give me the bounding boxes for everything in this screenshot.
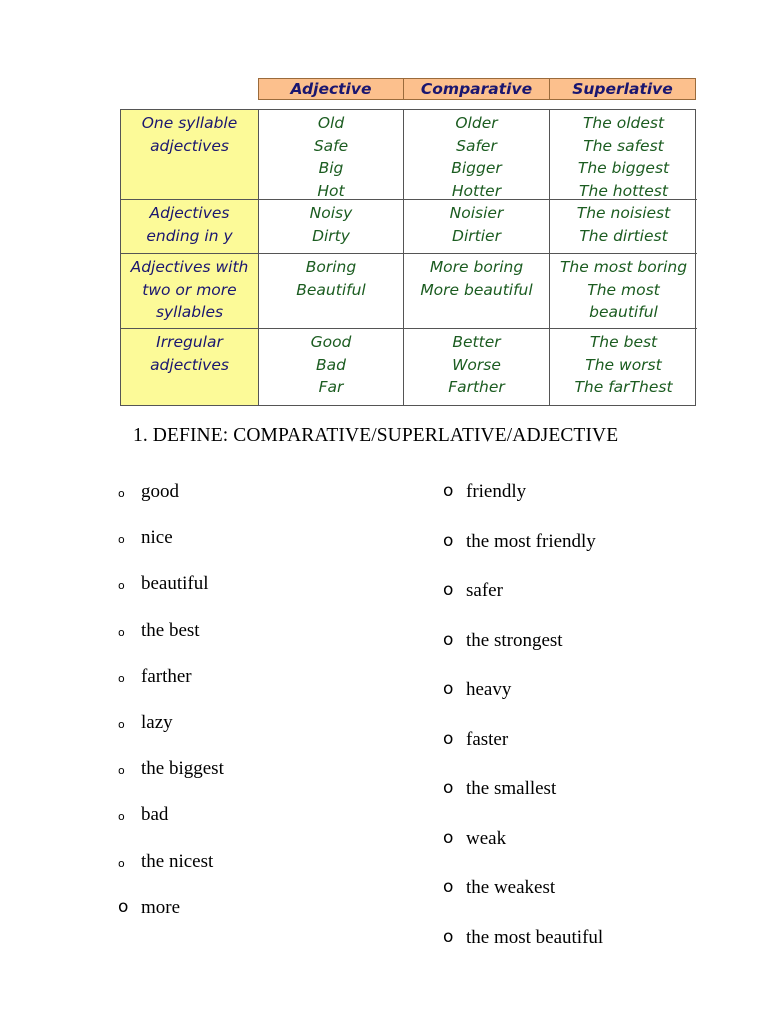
cell-line: Safe [313,136,349,155]
bullet-icon: o [443,778,454,798]
bullet-icon: o [118,625,125,639]
table-cell-category [121,200,259,254]
bullet-icon: o [443,580,454,600]
right-list-word: the strongest [466,629,563,651]
cell-line: Adjectives with [130,258,249,276]
bullet-icon: o [118,718,125,731]
bullet-icon: o [443,629,454,650]
cell-line: Adjectives [149,204,230,222]
header-comparative: Comparative [403,78,550,100]
cell-line: Big [318,159,344,177]
cell-line: Noisy [309,204,353,222]
cell-line: The safest [583,136,664,155]
cell-line: Dirtier [452,226,501,245]
left-list-word: farther [141,665,192,687]
table-grid [120,109,696,406]
table-cell-superlative [550,110,697,200]
cell-line: ending in y [146,226,233,245]
cell-line: The biggest [577,159,670,177]
right-list-word: the most friendly [466,530,596,552]
left-list-word: the nicest [141,850,214,872]
cell-line: The farThest [574,378,673,396]
bullet-icon: o [118,764,125,778]
right-list-word: heavy [466,679,512,700]
bullet-icon: o [443,481,454,501]
cell-line: adjectives [150,355,229,374]
table-cell-adjective [259,200,404,254]
left-list-word: good [141,481,179,502]
cell-line: The best [589,333,658,351]
table-cell-adjective [259,254,404,329]
cell-line: Bad [316,355,346,374]
table-cell-adjective [259,329,404,405]
table-cell-comparative [404,254,550,329]
header-superlative: Superlative [549,78,696,100]
cell-line: Noisier [449,204,504,222]
header-adjective: Adjective [258,78,404,100]
cell-line: The noisiest [576,204,671,222]
bullet-icon: o [118,810,125,824]
table-cell-category [121,110,259,200]
cell-line: Older [455,114,498,132]
bullet-icon: o [443,530,454,551]
adjective-comparison-table [120,78,696,406]
cell-line: The worst [585,355,662,374]
table-cell-adjective [259,110,404,200]
bullet-icon: o [118,671,125,685]
bullet-icon: o [443,728,454,749]
left-list-word: the biggest [141,758,224,780]
cell-line: Better [452,333,501,351]
cell-line: Old [317,114,345,132]
right-list-word: weak [466,827,507,849]
cell-line: Dirty [312,226,350,245]
table-cell-category [121,329,259,405]
cell-line: beautiful [589,303,658,321]
cell-line: Hotter [451,181,502,200]
bullet-icon: o [443,827,454,848]
cell-line: Worse [452,355,501,374]
bullet-icon: o [118,533,125,547]
left-list-word: nice [141,527,173,549]
cell-line: Safer [456,136,497,155]
cell-line: syllables [155,303,224,321]
cell-line: adjectives [150,136,229,155]
table-cell-superlative [550,329,697,405]
cell-line: Far [318,378,344,396]
left-list-word: beautiful [141,573,209,595]
bullet-icon: o [443,679,454,699]
right-list-word: the most beautiful [466,926,604,948]
right-list-word: faster [466,728,509,750]
cell-line: More boring [429,258,524,276]
cell-line: Bigger [451,159,502,177]
right-list-word: the smallest [466,778,557,799]
right-list-word: friendly [466,481,527,502]
bullet-icon: o [118,856,125,870]
cell-line: The oldest [582,114,665,132]
cell-line: The most boring [559,258,688,276]
cell-line: two or more [142,280,237,299]
cell-line: Irregular [156,333,223,351]
cell-line: The hottest [579,181,668,200]
bullet-icon: o [118,896,129,917]
cell-line: Boring [305,258,357,276]
table-cell-comparative [404,329,550,405]
bullet-icon: o [443,877,454,897]
bullet-icon: o [118,579,125,593]
left-list-word: bad [141,804,169,826]
cell-line: Hot [317,181,345,200]
table-cell-comparative [404,200,550,254]
table-cell-superlative [550,254,697,329]
cell-line: The most [587,280,660,299]
cell-line: Good [310,333,352,351]
left-list-word: more [141,896,181,918]
right-list-word: safer [466,580,503,601]
section-heading: 1. DEFINE: COMPARATIVE/SUPERLATIVE/ADJECTIVE [133,425,619,446]
bullet-icon: o [118,487,125,500]
left-list-word: lazy [141,712,173,733]
cell-line: More beautiful [420,280,533,299]
table-cell-category [121,254,259,329]
table-cell-comparative [404,110,550,200]
bullet-icon: o [443,926,454,947]
cell-line: The dirtiest [579,226,668,245]
cell-line: Beautiful [296,280,366,299]
right-list-word: the weakest [466,877,556,898]
cell-line: One syllable [141,114,238,132]
left-list-word: the best [141,619,200,641]
cell-line: Farther [448,378,505,396]
table-cell-superlative [550,200,697,254]
